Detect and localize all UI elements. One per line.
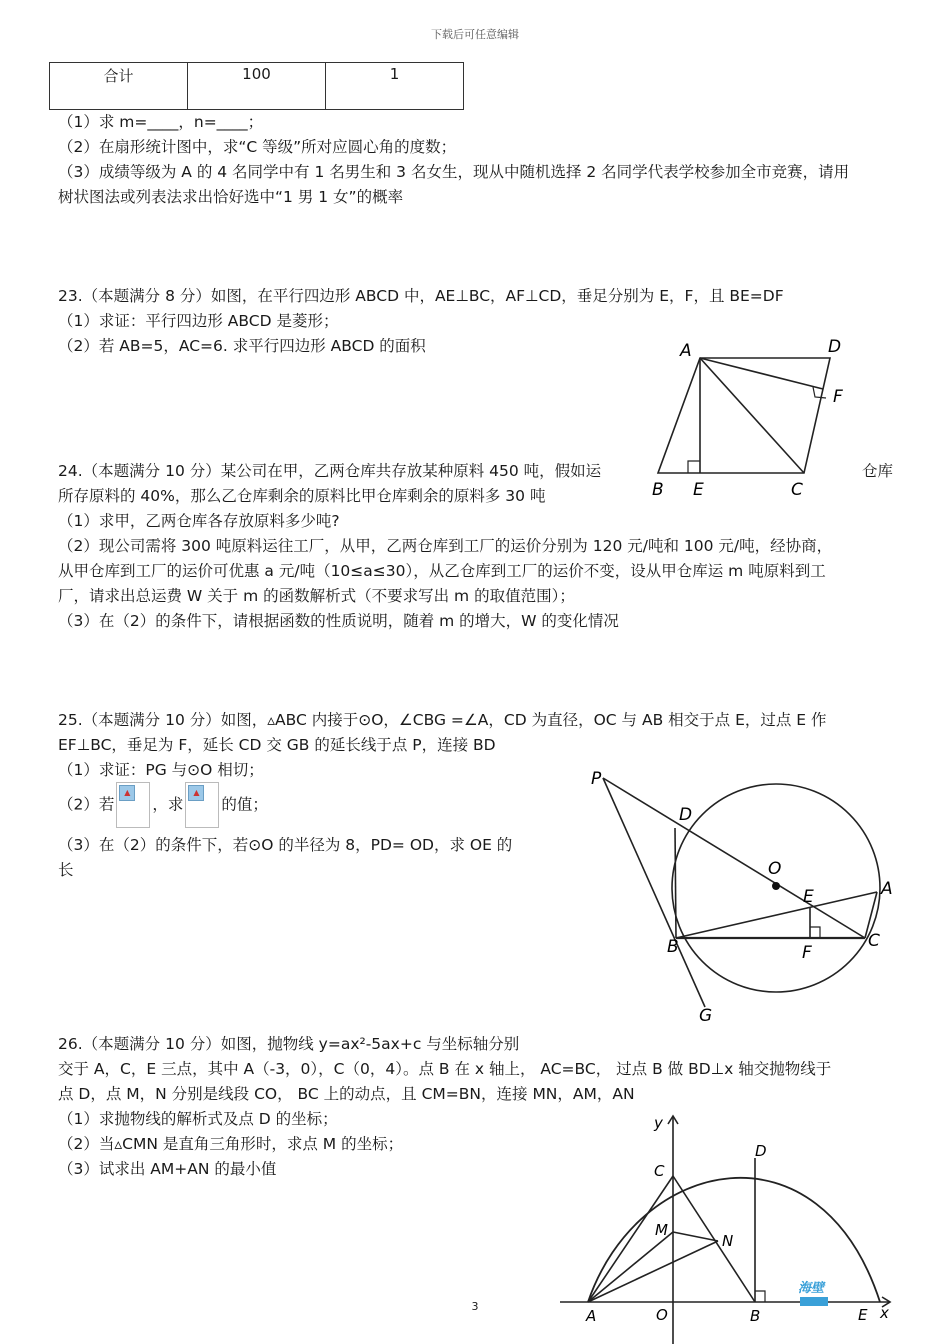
label-f: F — [833, 387, 843, 407]
label-e: E — [693, 480, 704, 500]
label-g: G — [699, 1006, 713, 1026]
q25-sub3-line2: 长 — [58, 861, 74, 879]
q24-sub2-line3: 厂，请求出总运费 W 关于 m 的函数解析式（不要求写出 m 的取值范围）； — [58, 587, 575, 605]
table-cell: 100 — [188, 63, 326, 110]
watermark-logo: 海壁 — [798, 1281, 825, 1296]
label-a: A — [881, 879, 893, 899]
segment-ac — [700, 358, 804, 473]
label-d: D — [828, 337, 842, 357]
segment-ba — [676, 892, 877, 938]
label-c: C — [791, 480, 803, 500]
label-b: B — [652, 480, 664, 500]
label-o: O — [656, 1306, 668, 1324]
table-cell: 1 — [326, 63, 464, 110]
q23-sub1: （1）求证：平行四边形 ABCD 是菱形； — [58, 312, 339, 330]
label-y: y — [654, 1114, 663, 1132]
q23-title: 23.（本题满分 8 分）如图，在平行四边形 ABCD 中，AE⊥BC，AF⊥CD，垂足分别为 E，F，且 BE=DF — [58, 287, 784, 305]
segment-cb — [673, 1176, 755, 1302]
center-point-o — [772, 882, 780, 890]
table-row — [50, 63, 464, 110]
q26-title-line1: 26.（本题满分 10 分）如图，抛物线 y=ax²-5ax+c 与坐标轴分别 — [58, 1035, 520, 1053]
q24-title-line1: 24.（本题满分 10 分）某公司在甲，乙两仓库共存放某种原料 450 吨，假如运 — [58, 462, 602, 480]
label-c: C — [868, 931, 880, 951]
label-d: D — [755, 1142, 767, 1160]
q24-sub3: （3）在（2）的条件下，请根据函数的性质说明，随着 m 的增大，W 的变化情况 — [58, 612, 619, 630]
q24-sub2-line2: 从甲仓库到工厂的运价可优惠 a 元/吨（10≤a≤30），从乙仓库到工厂的运价不变，设从甲仓库运 m 吨原料到工 — [58, 562, 826, 580]
q23-parallelogram-figure — [638, 330, 860, 502]
parabola-curve — [588, 1178, 880, 1302]
segment-ac — [588, 1176, 673, 1302]
q25-sub2-mid: ，求 — [152, 795, 184, 814]
label-n: N — [722, 1232, 734, 1250]
q24-title-line2: 所存原料的 40%，那么乙仓库剩余的原料比甲仓库剩余的原料多 30 吨 — [58, 487, 546, 505]
q26-sub3: （3）试求出 AM+AN 的最小值 — [58, 1160, 277, 1178]
segment-am — [588, 1232, 673, 1302]
q25-sub2-prefix: （2）若 — [58, 795, 115, 814]
page-number: 3 — [471, 1300, 479, 1313]
line-pc — [603, 778, 865, 938]
q25-sub1: （1）求证：PG 与⊙O 相切； — [58, 761, 264, 779]
label-e: E — [858, 1306, 868, 1324]
label-c: C — [654, 1162, 665, 1180]
label-x: x — [880, 1304, 889, 1322]
broken-image-icon: ▲ — [188, 785, 204, 801]
q25-sub2-suffix: 的值； — [221, 795, 268, 814]
broken-image-ratio-2 — [185, 782, 219, 828]
right-angle-mark-f — [810, 927, 820, 938]
segment-an — [588, 1241, 718, 1302]
q22-sub3-line2: 树状图法或列表法求出恰好选中“1 男 1 女”的概率 — [58, 188, 404, 206]
q23-sub2: （2）若 AB=5，AC=6. 求平行四边形 ABCD 的面积 — [58, 337, 426, 355]
page-header: 下载后可任意编辑 — [431, 28, 519, 41]
q26-title-line3: 点 D，点 M，N 分别是线段 CO， BC 上的动点，且 CM=BN，连接 MN，AM，AN — [58, 1085, 635, 1103]
label-b: B — [667, 937, 679, 957]
segment-bd — [675, 828, 676, 938]
broken-image-icon: ▲ — [119, 785, 135, 801]
table-cell: 合计 — [50, 63, 188, 110]
q25-sub3-line1: （3）在（2）的条件下，若⊙O 的半径为 8，PD= OD，求 OE 的 — [58, 836, 513, 854]
segment-af — [700, 358, 823, 389]
q22-sub3-line1: （3）成绩等级为 A 的 4 名同学中有 1 名男生和 3 名女生，现从中随机选择 2 名同学代表学校参加全市竞赛，请用 — [58, 163, 850, 181]
q25-title-line1: 25.（本题满分 10 分）如图，▵ABC 内接于⊙O，∠CBG =∠A，CD 为直径，OC 与 AB 相交于点 E，过点 E 作 — [58, 711, 827, 729]
label-p: P — [591, 769, 602, 789]
q24-sub1: （1）求甲，乙两仓库各存放原料多少吨? — [58, 512, 340, 530]
q22-sub2: （2）在扇形统计图中，求“C 等级”所对应圆心角的度数； — [58, 138, 457, 156]
q25-sub2 — [58, 782, 268, 828]
label-f: F — [802, 943, 812, 963]
q25-title-line2: EF⊥BC，垂足为 F，延长 CD 交 GB 的延长线于点 P，连接 BD — [58, 736, 496, 754]
right-angle-mark-e — [688, 461, 700, 473]
label-o: O — [768, 859, 782, 879]
q26-sub1: （1）求抛物线的解析式及点 D 的坐标； — [58, 1110, 338, 1128]
q26-title-line2: 交于 A，C，E 三点，其中 A（-3，0），C（0，4）。点 B 在 x 轴上， AC=BC， 过点 B 做 BD⊥x 轴交抛物线于 — [58, 1060, 832, 1078]
label-a: A — [680, 341, 692, 361]
q22-sub1: （1）求 m=____，n=____； — [58, 113, 264, 131]
label-b: B — [750, 1307, 761, 1325]
label-d: D — [679, 805, 693, 825]
total-row-table — [49, 62, 464, 110]
q24-sub2-line1: （2）现公司需将 300 吨原料运往工厂，从甲，乙两仓库到工厂的运价分别为 120 元/吨和 100 元/吨，经协商， — [58, 537, 833, 555]
label-m: M — [655, 1221, 668, 1239]
label-e: E — [803, 887, 814, 907]
q24-title-tail: 仓库 — [862, 462, 894, 480]
broken-image-ratio-1 — [116, 782, 150, 828]
q26-sub2: （2）当▵CMN 是直角三角形时，求点 M 的坐标； — [58, 1135, 404, 1153]
parallelogram-abcd — [658, 358, 830, 473]
q25-circle-figure — [575, 762, 910, 1027]
label-a: A — [586, 1307, 597, 1325]
